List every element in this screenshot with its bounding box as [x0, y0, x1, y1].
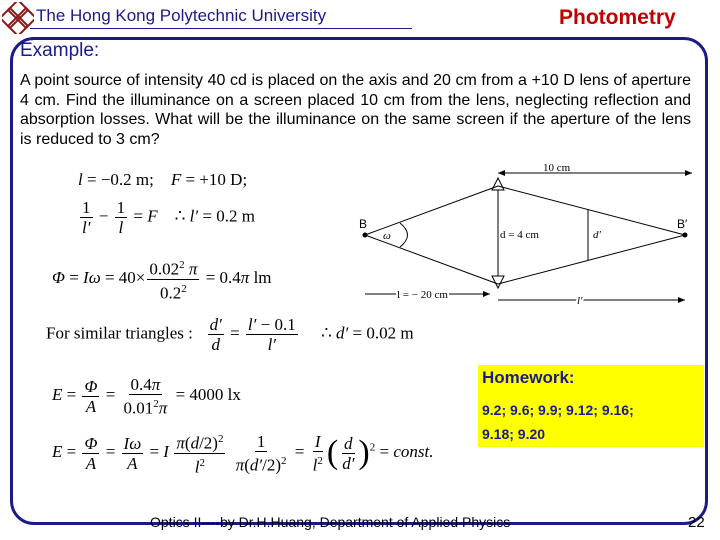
l-prime-label: l′ [577, 295, 583, 307]
top-distance-label: 10 cm [543, 162, 571, 174]
equation-illuminance: E = $\frac{\Phi}{A}$ = $\frac{0.4\pi}{0.01^2\pi}$ = 4000 lx [52, 375, 241, 418]
homework-title: Homework: [482, 368, 575, 387]
footer-credit: Optics II----by Dr.H.Huang, Department of Applied Physics [150, 514, 511, 530]
equation-similar-triangles: For similar triangles : $\frac{d'}{d}$ = $\frac{l' - 0.1}{l'}$ ∴ d′ = 0.02 m [46, 315, 414, 354]
equation-general: E = $\frac{\Phi}{A}$ = $\frac{I\omega}{A}$ = I $\frac{\pi(d/2)^2}{l^2}$ $\frac{1}{\pi(d'/2)^2}$ = $\frac{I}{l^2}$ ( $\frac{d}{d'}$ )$^2$ = const. [52, 431, 434, 477]
d-prime-label: d′ [593, 229, 601, 241]
omega-label: ω [383, 230, 391, 242]
d-label: d = 4 cm [500, 229, 539, 241]
header-underline [30, 28, 412, 29]
lens-ray-diagram [355, 158, 700, 308]
problem-statement: A point source of intensity 40 cd is placed on the axis and 20 cm from a +10 D lens of aperture 4 cm. Find the illuminance on a screen placed 10 cm from the lens, neglecting reflection and absorption losses. What will be the illuminance on the same screen if the aperture of the lens is reduced to 3 cm? [20, 72, 691, 148]
equation-given: l = −0.2 m; F = +10 D; [78, 170, 248, 189]
l-distance-label: l = − 20 cm [397, 289, 448, 301]
university-name: The Hong Kong Polytechnic University [36, 6, 327, 25]
homework-line-2: 9.18; 9.20 [482, 426, 546, 442]
slide-topic: Photometry [559, 6, 676, 29]
point-b-prime-label: B′ [677, 217, 688, 231]
equation-flux: Φ = Iω = 40× $\frac{0.02^2 \pi}{0.2^2}$ = 0.4π lm [52, 256, 272, 302]
homework-items [482, 398, 700, 446]
homework-box [478, 365, 704, 447]
point-b-label: B [359, 217, 368, 231]
example-title: Example: [20, 40, 100, 61]
equation-lens: $\frac{1}{l'}$ − $\frac{1}{l}$ = F ∴ l′ = 0.2 m [82, 198, 255, 237]
homework-line-1: 9.2; 9.6; 9.9; 9.12; 9.16; [482, 402, 634, 418]
page-number: 22 [688, 514, 705, 531]
university-logo [2, 2, 34, 34]
